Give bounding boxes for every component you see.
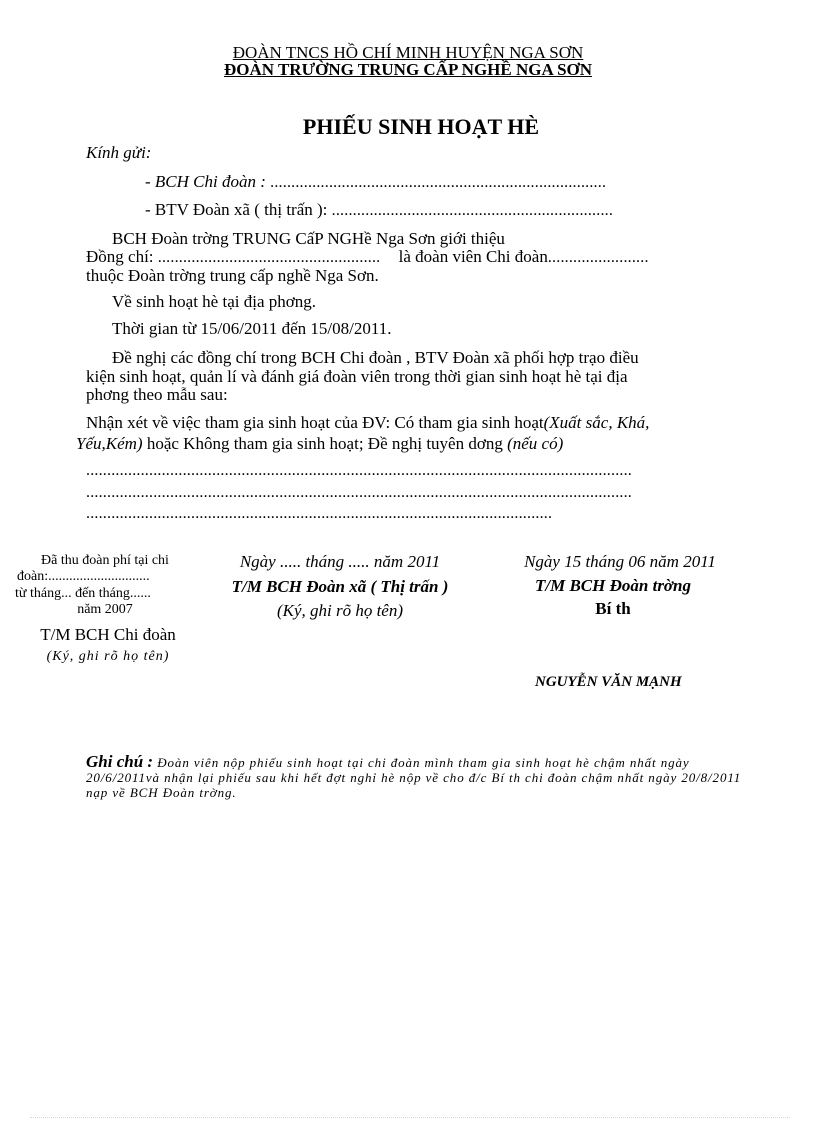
period-line: Thời gian từ 15/06/2011 đến 15/08/2011. [112, 319, 392, 338]
intro-line: BCH Đoàn trờng TRUNG CấP NGHề Nga Sơn giới thiệu [112, 229, 505, 248]
signer-name: NGUYỄN VĂN MẠNH [535, 674, 682, 690]
recipient-label: - BTV Đoàn xã ( thị trấn ): [145, 200, 328, 219]
page-bottom-divider [30, 1117, 790, 1118]
member-dots: ........................ [547, 249, 649, 266]
xa-date: Ngày ..... tháng ..... năm 2011 [239, 552, 441, 571]
member-of-label: là đoàn viên Chi đoàn [398, 247, 548, 266]
chi-doan-sign-title: T/M BCH Chi đoàn [40, 625, 176, 644]
org-line-2: ĐOÀN TRƯỜNG TRUNG CẤP NGHỀ NGA SƠN [223, 60, 593, 79]
truong-position: Bí th [595, 599, 631, 618]
review-note: (nếu có) [507, 434, 564, 453]
request-line-1: Đề nghị các đồng chí trong BCH Chi đoàn , BTV Đoàn xã phối hợp trạo điều [112, 348, 639, 367]
review-line-2 [76, 434, 563, 454]
review-line-1 [86, 413, 649, 433]
footnote [86, 754, 766, 800]
review-text: Nhận xét về việc tham gia sinh hoạt của ĐV: Có tham gia sinh hoạt [86, 413, 544, 432]
review-text: hoặc Không tham gia sinh hoạt; Đề nghị tuyên dơng [142, 434, 508, 453]
fee-line-4: năm 2007 [77, 602, 133, 617]
review-options: (Xuất sắc, Khá, [543, 413, 650, 432]
comrade-label: Đồng chí: [86, 247, 154, 266]
belongs-line: thuộc Đoàn trờng trung cấp nghề Nga Sơn. [86, 266, 379, 285]
dots-line-1: .................................................................................................................................. [86, 462, 632, 479]
request-line-3: phơng theo mẫu sau: [86, 385, 228, 404]
dots-line-3: ............................................................................................................... [86, 505, 553, 522]
document-title: PHIẾU SINH HOẠT HÈ [302, 114, 540, 139]
recipient-label: - BCH Chi đoàn : [145, 172, 266, 191]
review-options: Yếu,Kém) [76, 434, 143, 453]
xa-sign-title: T/M BCH Đoàn xã ( Thị trấn ) [231, 577, 449, 596]
fee-line-3: từ tháng... đến tháng...... [15, 586, 151, 601]
org-line-1: ĐOÀN TNCS HỒ CHÍ MINH HUYỆN NGA SƠN [232, 43, 584, 62]
greeting: Kính gửi: [86, 143, 152, 162]
recipient-doan-xa [145, 200, 613, 221]
footnote-text: Đoàn viên nộp phiếu sinh hoạt tại chi đoàn mình tham gia sinh hoạt hè chậm nhất ngày 20/6/2011và nhận lại phiếu sau khi hết đợt nghỉ hè nộp về cho đ/c Bí th chi đoàn chậm nhất ngày 20/8/2011 nạp về BCH Đoàn trờng. [86, 755, 742, 800]
xa-sign-note: (Ký, ghi rõ họ tên) [276, 601, 404, 620]
request-line-2: kiện sinh hoạt, quản lí và đánh giá đoàn viên trong thời gian sinh hoạt hè tại địa [86, 367, 628, 386]
purpose-line: Về sinh hoạt hè tại địa phơng. [112, 292, 316, 311]
recipient-dots: ................................................................................ [270, 174, 607, 191]
recipient-dots: ................................................................... [331, 202, 614, 219]
truong-sign-title: T/M BCH Đoàn trờng [534, 576, 692, 595]
truong-date: Ngày 15 tháng 06 năm 2011 [524, 552, 716, 571]
comrade-line [86, 247, 649, 268]
chi-doan-sign-note: (Ký, ghi rõ họ tên) [46, 649, 170, 664]
recipient-chi-doan [145, 172, 606, 193]
footnote-label: Ghi chú : [86, 752, 154, 771]
dots-line-2: .................................................................................................................................. [86, 484, 632, 501]
fee-line-1: Đã thu đoàn phí tại chi [41, 553, 169, 568]
comrade-dots: ..................................................... [157, 249, 381, 266]
fee-line-2: đoàn:............................. [17, 569, 150, 584]
